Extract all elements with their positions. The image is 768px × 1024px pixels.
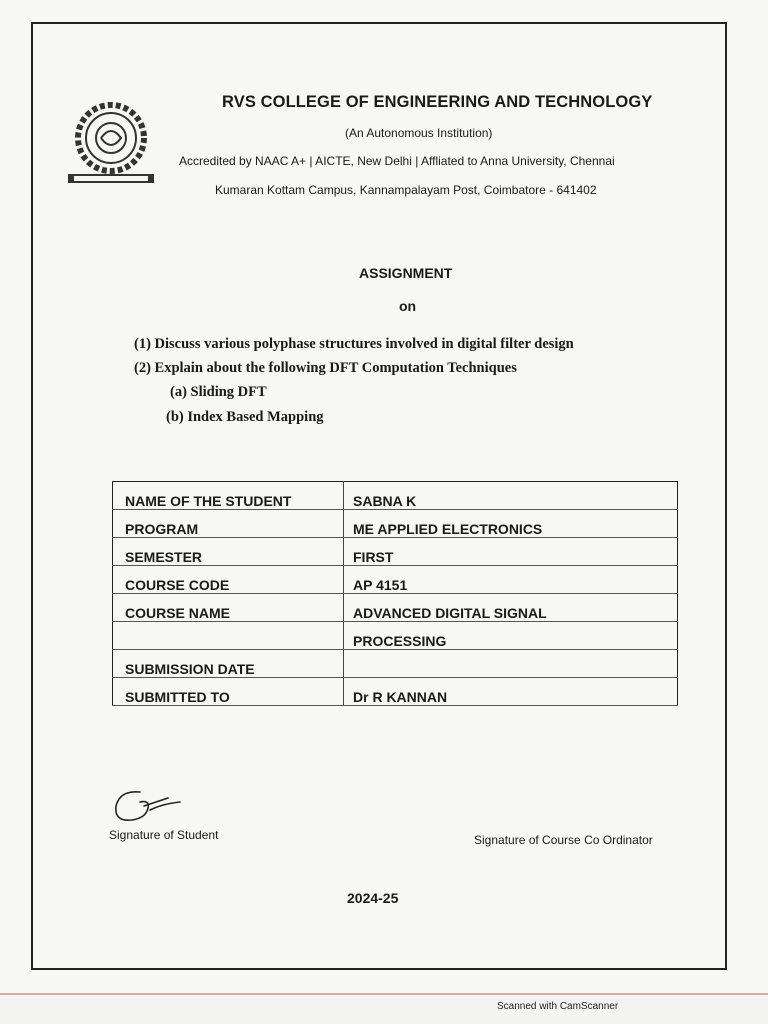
question-1: (1) Discuss various polyphase structures involved in digital filter design (134, 336, 574, 352)
assignment-title: ASSIGNMENT (359, 265, 453, 281)
table-row (113, 482, 678, 510)
table-row (113, 538, 678, 566)
row-label: SEMESTER (113, 538, 344, 566)
row-value: SABNA K (344, 482, 678, 510)
table-row (113, 510, 678, 538)
student-details-table (112, 481, 678, 706)
table-row (113, 622, 678, 650)
autonomous-label: (An Autonomous Institution) (345, 126, 493, 140)
row-label: SUBMITTED TO (113, 678, 344, 706)
table-row (113, 650, 678, 678)
table-row (113, 678, 678, 706)
row-label: COURSE NAME (113, 594, 344, 622)
table-row (113, 566, 678, 594)
row-value: Dr R KANNAN (344, 678, 678, 706)
college-name: RVS COLLEGE OF ENGINEERING AND TECHNOLOGY (222, 93, 653, 111)
student-signature-label: Signature of Student (109, 828, 219, 842)
row-label: COURSE CODE (113, 566, 344, 594)
coordinator-signature-label: Signature of Course Co Ordinator (474, 833, 653, 847)
question-2b: (b) Index Based Mapping (166, 409, 324, 425)
question-2: (2) Explain about the following DFT Computation Techniques (134, 360, 517, 376)
row-label: SUBMISSION DATE (113, 650, 344, 678)
table-row (113, 594, 678, 622)
handwritten-signature (110, 782, 190, 830)
row-label: NAME OF THE STUDENT (113, 482, 344, 510)
row-value (344, 650, 678, 678)
question-2a: (a) Sliding DFT (170, 384, 267, 400)
row-value: ADVANCED DIGITAL SIGNAL (344, 594, 678, 622)
row-value: AP 4151 (344, 566, 678, 594)
on-label: on (399, 298, 417, 314)
page-edge (0, 993, 768, 995)
address-line: Kumaran Kottam Campus, Kannampalayam Post, Coimbatore - 641402 (215, 183, 597, 197)
college-emblem-icon (66, 96, 156, 192)
academic-year: 2024-25 (347, 890, 399, 906)
row-value: FIRST (344, 538, 678, 566)
row-value: PROCESSING (344, 622, 678, 650)
row-label: PROGRAM (113, 510, 344, 538)
accreditation-line: Accredited by NAAC A+ | AICTE, New Delhi | Affliated to Anna University, Chennai (179, 154, 615, 168)
scanner-watermark: Scanned with CamScanner (497, 1001, 619, 1012)
row-label (113, 622, 344, 650)
row-value: ME APPLIED ELECTRONICS (344, 510, 678, 538)
